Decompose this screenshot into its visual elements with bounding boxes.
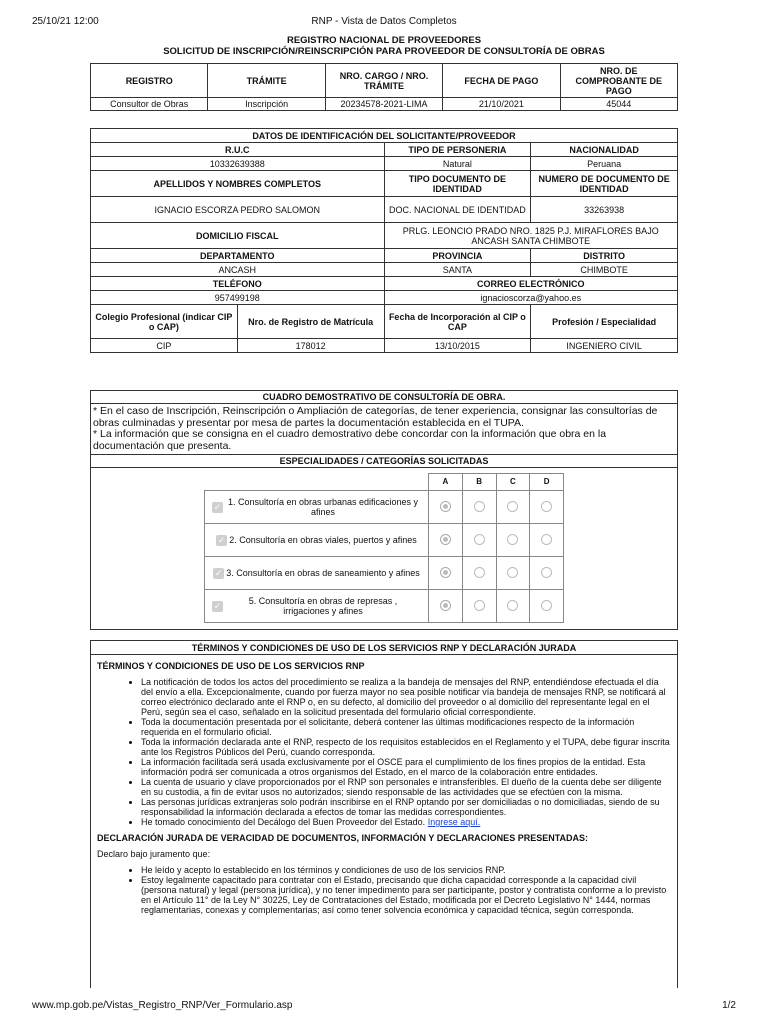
cuadro-section [90, 390, 678, 630]
cat-b-radio[interactable] [474, 567, 485, 578]
cat-c-cell [496, 491, 530, 524]
registro-section [90, 63, 678, 111]
terms-item: • La notificación de todos los actos del procedimiento se realiza a la bandeja de mensajes del RNP, entendiéndose efectuada el día del envío a ella. Excepcionalmente, cuando por fuerza mayor no sea posible notificar vía bandeja de mensajes RNP, se notificará al correo electrónico declarado ante el RNP o, en su defecto, al domicilio del proveedor o al domicilio del representante legal en el Perú, según sea el caso, señalado en la solicitud presentada del formulario oficial correspondiente. [141, 677, 671, 717]
domicilio-value: PRLG. LEONCIO PRADO NRO. 1825 P.J. MIRAFLORES BAJO ANCASH SANTA CHIMBOTE [384, 223, 678, 249]
print-url: www.mp.gob.pe/Vistas_Registro_RNP/Ver_Formulario.asp [32, 1000, 293, 1011]
fecha-pago-value: 21/10/2021 [443, 98, 560, 111]
nacionalidad-value: Peruana [531, 157, 678, 171]
cat-d-radio[interactable] [541, 501, 552, 512]
cat-d-radio[interactable] [541, 567, 552, 578]
especialidad-label: 1. Consultoría en obras urbanas edificaciones y afines [227, 497, 419, 517]
terms-item: • La información facilitada será usada exclusivamente por el OSCE para el cumplimiento de los fines propios de la entidad. Esta información podrá ser comunicada a otros organismos del Estado, en el marco de la colaboración entre entidades. [141, 757, 671, 777]
nombres-label: APELLIDOS Y NOMBRES COMPLETOS [91, 171, 385, 197]
provincia-label: PROVINCIA [384, 249, 531, 263]
provincia-value: SANTA [384, 263, 531, 277]
cat-b-cell [462, 491, 496, 524]
cat-a-radio[interactable] [440, 501, 451, 512]
terms-item: • Toda la información declarada ante el RNP, respecto de los requisitos establecidos en el Reglamento y el TUPA, debe figurar inscrita ante los Registros Públicos del Perú, cuando corresponda. [141, 737, 671, 757]
correo-label: CORREO ELECTRÓNICO [384, 277, 678, 291]
cat-c-cell [496, 557, 530, 590]
declaracion-subtitle: DECLARACIÓN JURADA DE VERACIDAD DE DOCUMENTOS, INFORMACIÓN Y DECLARACIONES PRESENTADAS: [97, 833, 589, 843]
cat-c-radio[interactable] [507, 534, 518, 545]
declaro-text: Declaro bajo juramento que: [97, 849, 211, 859]
especialidad-cell [205, 491, 429, 524]
identificacion-section [90, 128, 678, 353]
tramite-value: Inscripción [208, 98, 325, 111]
col-c-header: C [496, 474, 530, 491]
terms-item: • La cuenta de usuario y clave proporcionados por el RNP son personales e intransferibles. El dueño de la cuenta debe ser diligente en su custodia, a fin de evitar usos no autorizados; siendo responsable de las actividades que se efectúen con la misma. [141, 777, 671, 797]
terms-title: TÉRMINOS Y CONDICIONES DE USO DE LOS SERVICIOS RNP Y DECLARACIÓN JURADA [91, 641, 678, 655]
cat-b-cell [462, 524, 496, 557]
decalogo-text: He tomado conocimiento del Decálogo del Buen Proveedor del Estado. [141, 817, 426, 827]
cat-b-cell [462, 557, 496, 590]
terms-list [97, 677, 671, 827]
terms-item [141, 817, 671, 827]
terms-section [90, 640, 678, 988]
domicilio-label: DOMICILIO FISCAL [91, 223, 385, 249]
ruc-label: R.U.C [91, 143, 385, 157]
tramite-header: TRÁMITE [208, 64, 325, 98]
nombres-value: IGNACIO ESCORZA PEDRO SALOMON [91, 197, 385, 223]
col-d-header: D [530, 474, 564, 491]
terms-box [90, 655, 678, 988]
declaracion-item: • He leído y acepto lo establecido en los términos y condiciones de uso de los servicios RNP. [141, 865, 671, 875]
telefono-value: 957499198 [91, 291, 385, 305]
cat-d-cell [530, 590, 564, 623]
declaracion-item: • Estoy legalmente capacitado para contratar con el Estado, precisando que dicha capacidad corresponde a la capacidad civil (persona natural) y legal (persona jurídica), y no tener impedimento para ser participante, postor y contratista conforme a lo previsto en el Artículo 11° de la Ley N° 30225, Ley de Contrataciones del Estado, modificada por el Decreto Legislativo N° 1444, normas reglamentarias, conexas y complementarias; así como tener solvencia económica y capacidad técnica, según corresponda. [141, 875, 671, 915]
print-datetime: 25/10/21 12:00 [32, 16, 99, 27]
especialidad-label: 5. Consultoría en obras de represas , irrigaciones y afines [248, 596, 398, 616]
especialidad-checkbox[interactable]: ✓ [217, 534, 226, 545]
profesion-value: INGENIERO CIVIL [531, 339, 678, 353]
cat-a-radio[interactable] [440, 567, 451, 578]
cat-d-cell [530, 524, 564, 557]
especialidades-box [90, 468, 678, 630]
cat-c-cell [496, 590, 530, 623]
num-doc-label: NUMERO DE DOCUMENTO DE IDENTIDAD [531, 171, 678, 197]
departamento-value: ANCASH [91, 263, 385, 277]
registro-header: REGISTRO [91, 64, 208, 98]
cat-b-cell [462, 590, 496, 623]
cat-b-radio[interactable] [474, 600, 485, 611]
cuadro-note-1: * En el caso de Inscripción, Reinscripción o Ampliación de categorías, de tener experiencia, consignar las consultorías de obras culminadas y presentar por mesa de partes la documentación establecida en el TUPA. [93, 405, 658, 429]
especialidad-row [205, 557, 564, 590]
especialidad-cell [205, 590, 429, 623]
especialidades-title: ESPECIALIDADES / CATEGORÍAS SOLICITADAS [91, 455, 678, 468]
distrito-value: CHIMBOTE [531, 263, 678, 277]
cat-a-cell [429, 524, 463, 557]
cat-b-radio[interactable] [474, 534, 485, 545]
nro-cargo-header: NRO. CARGO / NRO. TRÁMITE [325, 64, 442, 98]
form-title: REGISTRO NACIONAL DE PROVEEDORES [286, 35, 482, 46]
matricula-label: Nro. de Registro de Matrícula [237, 305, 384, 339]
especialidad-label: 3. Consultoría en obras de saneamiento y afines [226, 568, 420, 578]
identificacion-title: DATOS DE IDENTIFICACIÓN DEL SOLICITANTE/PROVEEDOR [91, 129, 678, 143]
cat-c-cell [496, 524, 530, 557]
tipo-persona-label: TIPO DE PERSONERIA [384, 143, 531, 157]
cuadro-note-2: * La información que se consigna en el cuadro demostrativo debe concordar con la información que obra en la documentación que presenta. [93, 428, 607, 452]
cuadro-title-table [90, 390, 678, 404]
col-b-header: B [462, 474, 496, 491]
cat-a-cell [429, 557, 463, 590]
cat-d-cell [530, 491, 564, 524]
especialidad-cell [205, 524, 429, 557]
comprobante-header: NRO. DE COMPROBANTE DE PAGO [560, 64, 677, 98]
cat-d-radio[interactable] [541, 534, 552, 545]
cat-a-cell [429, 491, 463, 524]
cat-d-cell [530, 557, 564, 590]
terms-title-table [90, 640, 678, 655]
cat-d-radio[interactable] [541, 600, 552, 611]
cat-c-radio[interactable] [507, 567, 518, 578]
colegio-table [90, 304, 678, 353]
cat-c-radio[interactable] [507, 600, 518, 611]
ruc-value: 10332639388 [91, 157, 385, 171]
especialidades-title-table [90, 454, 678, 468]
comprobante-value: 45044 [560, 98, 677, 111]
tipo-doc-value: DOC. NACIONAL DE IDENTIDAD [384, 197, 531, 223]
declaracion-list [97, 865, 671, 915]
nro-cargo-value: 20234578-2021-LIMA [325, 98, 442, 111]
cat-a-radio[interactable] [440, 534, 451, 545]
fecha-pago-header: FECHA DE PAGO [443, 64, 560, 98]
cat-a-radio[interactable] [440, 600, 451, 611]
identificacion-table [90, 128, 678, 305]
nacionalidad-label: NACIONALIDAD [531, 143, 678, 157]
especialidad-checkbox[interactable]: ✓ [213, 600, 222, 611]
tipo-persona-value: Natural [384, 157, 531, 171]
col-a-header: A [429, 474, 463, 491]
especialidades-blank [205, 474, 429, 491]
cat-c-radio[interactable] [507, 501, 518, 512]
num-doc-value: 33263938 [531, 197, 678, 223]
departamento-label: DEPARTAMENTO [91, 249, 385, 263]
especialidad-checkbox[interactable]: ✓ [214, 567, 223, 578]
print-page-title: RNP - Vista de Datos Completos [311, 16, 457, 27]
terms-subtitle: TÉRMINOS Y CONDICIONES DE USO DE LOS SERVICIOS RNP [97, 661, 365, 671]
distrito-label: DISTRITO [531, 249, 678, 263]
terms-item: • Toda la documentación presentada por el solicitante, deberá contener las últimas modificaciones respecto de la información requerida en el formulario oficial. [141, 717, 671, 737]
fecha-incorporacion-label: Fecha de Incorporación al CIP o CAP [384, 305, 531, 339]
especialidad-cell [205, 557, 429, 590]
form-titles [0, 35, 768, 57]
profesion-label: Profesión / Especialidad [531, 305, 678, 339]
registro-table [90, 63, 678, 111]
especialidades-table [204, 473, 564, 623]
matricula-value: 178012 [237, 339, 384, 353]
fecha-incorporacion-value: 13/10/2015 [384, 339, 531, 353]
especialidad-label: 2. Consultoría en obras viales, puertos y afines [229, 535, 417, 545]
cuadro-title: CUADRO DEMOSTRATIVO DE CONSULTORÍA DE OBRA. [91, 391, 678, 404]
especialidad-checkbox[interactable]: ✓ [213, 501, 222, 512]
cuadro-notes [90, 404, 678, 454]
colegio-value: CIP [91, 339, 238, 353]
correo-value: ignacioscorza@yahoo.es [384, 291, 678, 305]
decalogo-link[interactable]: Ingrese aquí. [427, 817, 481, 827]
cat-a-cell [429, 590, 463, 623]
print-page-number: 1/2 [722, 1000, 736, 1011]
terms-item: • Las personas jurídicas extranjeras solo podrán inscribirse en el RNP optando por ser domiciliadas o no domiciliadas, siendo de su responsabilidad la información declarada a efectos de tomar las medidas correspondientes. [141, 797, 671, 817]
especialidad-row [205, 491, 564, 524]
telefono-label: TELÉFONO [91, 277, 385, 291]
especialidad-row [205, 524, 564, 557]
especialidad-row [205, 590, 564, 623]
cat-b-radio[interactable] [474, 501, 485, 512]
form-subtitle: SOLICITUD DE INSCRIPCIÓN/REINSCRIPCIÓN PARA PROVEEDOR DE CONSULTORÍA DE OBRAS [163, 46, 605, 57]
tipo-doc-label: TIPO DOCUMENTO DE IDENTIDAD [384, 171, 531, 197]
colegio-label: Colegio Profesional (indicar CIP o CAP) [91, 305, 238, 339]
registro-value: Consultor de Obras [91, 98, 208, 111]
